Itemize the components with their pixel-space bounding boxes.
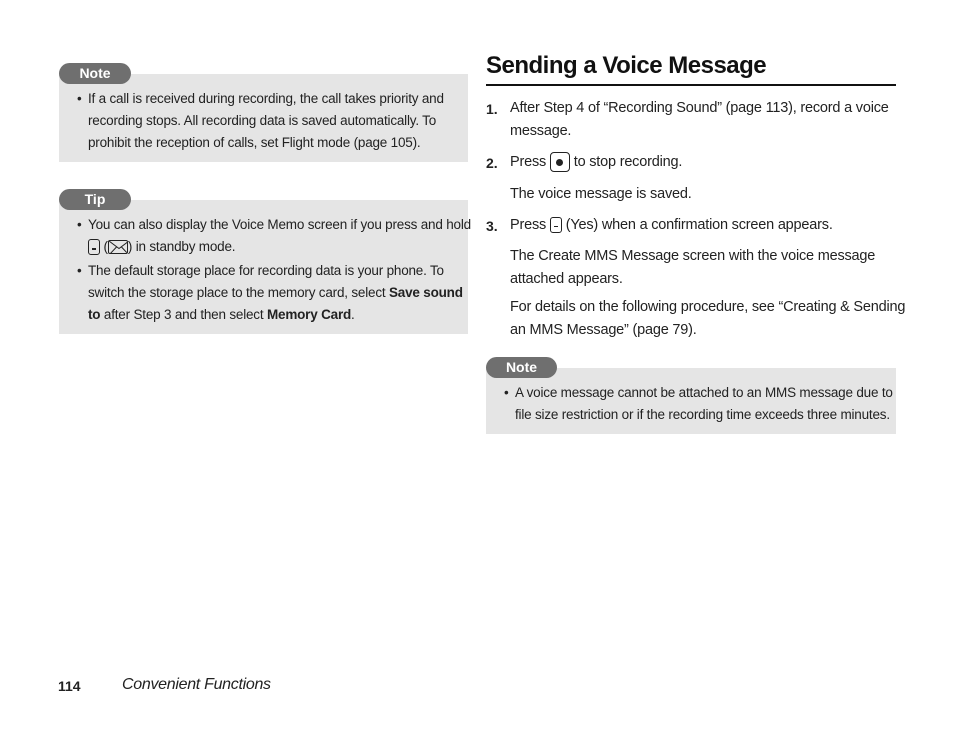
left-note-label: Note xyxy=(59,63,131,84)
step-3-number: 3. xyxy=(486,218,498,234)
step-3-more-line-1: For details on the following procedure, see “Creating & Sending xyxy=(510,299,906,315)
menu-memory-card: Memory Card xyxy=(266,307,352,322)
step-3-result-line-2: attached appears. xyxy=(510,271,623,287)
center-key-icon xyxy=(550,152,570,172)
tip-label: Tip xyxy=(59,189,131,210)
page-number: 114 xyxy=(58,678,81,694)
step-2-result: The voice message is saved. xyxy=(510,186,692,202)
title-rule xyxy=(486,84,896,86)
mail-key-icon xyxy=(108,240,128,254)
section-name: Convenient Functions xyxy=(122,676,271,693)
tip-bullet-2-line-2: switch the storage place to the memory card, select Save sound xyxy=(88,285,463,300)
left-note-line-1: • If a call is received during recording, the call takes priority and xyxy=(88,88,444,110)
bullet: • xyxy=(504,385,509,400)
bullet: • xyxy=(77,91,82,106)
right-note-line-1: • A voice message cannot be attached to an MMS message due to xyxy=(515,382,893,404)
step-2-instruction: Press to stop recording. xyxy=(510,151,682,174)
step-1-number: 1. xyxy=(486,101,498,117)
step-2-number: 2. xyxy=(486,155,498,171)
bullet: • xyxy=(77,263,82,278)
tip-bullet-1-line-2: ( ) in standby mode. xyxy=(88,236,235,258)
bullet: • xyxy=(77,217,82,232)
step-3-result-line-1: The Create MMS Message screen with the voice message xyxy=(510,248,876,264)
soft-key-icon xyxy=(550,217,562,233)
tip-bullet-1-line-1: • You can also display the Voice Memo screen if you press and hold xyxy=(88,214,471,236)
left-note-line-3: prohibit the reception of calls, set Flight mode (page 105). xyxy=(88,135,421,150)
step-3-more-line-2: an MMS Message” (page 79). xyxy=(510,322,697,338)
tip-bullet-2-line-1: • The default storage place for recording data is your phone. To xyxy=(88,260,444,282)
right-note-label: Note xyxy=(486,357,557,378)
menu-save-sound: Save sound xyxy=(389,285,463,300)
right-note-line-2: file size restriction or if the recording time exceeds three minutes. xyxy=(515,407,890,422)
soft-key-icon xyxy=(88,239,100,255)
step-3-instruction: Press (Yes) when a confirmation screen appears. xyxy=(510,217,833,233)
step-1-line-1: After Step 4 of “Recording Sound” (page 113), record a voice xyxy=(510,100,889,116)
page-title: Sending a Voice Message xyxy=(486,52,767,79)
left-note-line-2: recording stops. All recording data is saved automatically. To xyxy=(88,113,437,128)
tip-bullet-2-line-3: to after Step 3 and then select Memory Card. xyxy=(88,307,355,322)
step-1-line-2: message. xyxy=(510,123,572,139)
